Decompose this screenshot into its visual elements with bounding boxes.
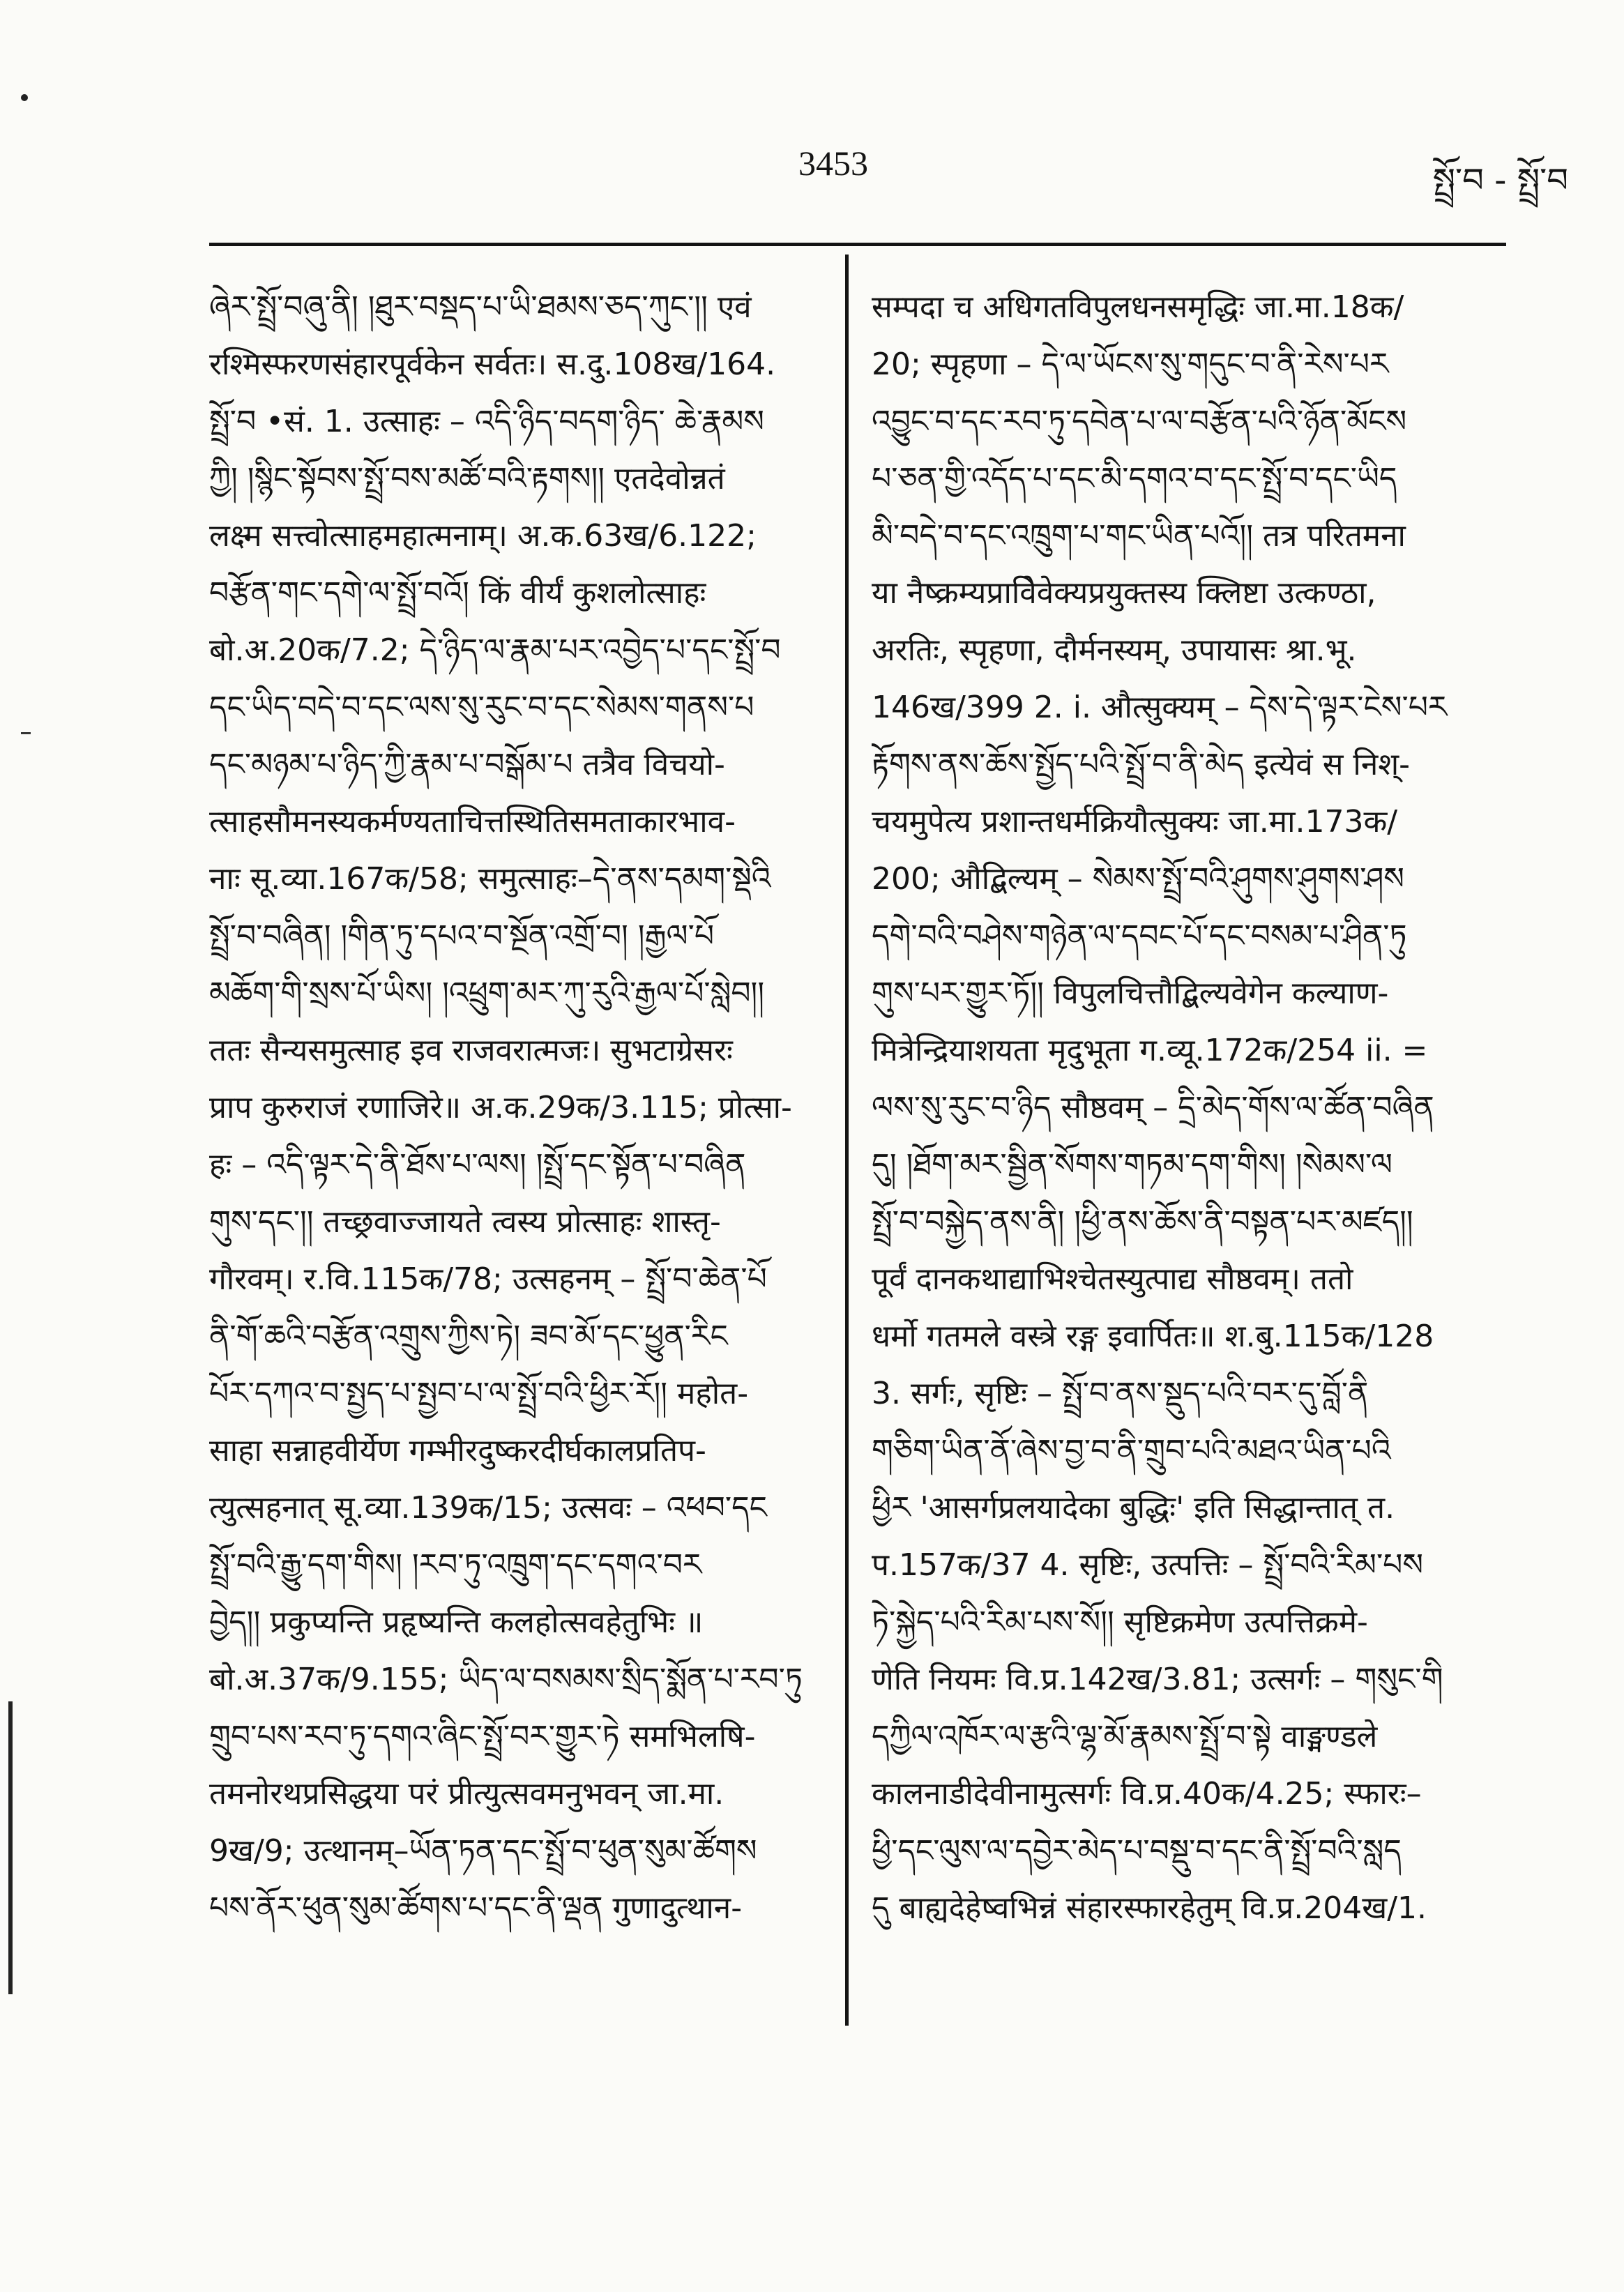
text-line: དང་མཉམ་པ་ཉིད་ཀྱི་རྣམ་པ་བསྒོམ་པ तत्रैव विचयो- — [209, 747, 725, 782]
text-line: हः – འདི་ལྟར་དེ་ནི་ཐོས་པ་ལས། །སྤྲོ་དང་སྟོན་པ་བཞིན — [209, 1147, 746, 1183]
text-line: རྟོགས་ནས་ཆོས་སྤྱོད་པའི་སྤྲོ་བ་ནི་མེད इत्येवं स निश्- — [872, 747, 1411, 782]
text-line: 3. सर्गः, सृष्टिः – སྤྲོ་བ་ནས་སྡུད་པའི་བར་དུ་བློ་ནི — [872, 1376, 1369, 1411]
column-divider — [845, 255, 849, 2026]
text-line: 20; स्पृहणा – དེ་ལ་ཡོངས་སུ་གདུང་བ་ནི་རེས་པར — [872, 347, 1389, 382]
text-line: གཅིག་ཡིན་ནོ་ཞེས་བྱ་བ་ནི་གྲུབ་པའི་མཐའ་ཡིན་པའི — [872, 1433, 1391, 1468]
text-line: नाः सू.व्या.167क/58; समुत्साहः–དེ་ནས་དམག་སྡེའི — [209, 861, 771, 897]
text-line: པས་ནོར་ཕུན་སུམ་ཚོགས་པ་དང་ནི་ལྡན गुणादुत्थान- — [209, 1890, 743, 1926]
text-line: त्युत्सहनात् सू.व्या.139क/15; उत्सवः – འཕབ་དང — [209, 1490, 767, 1526]
text-line: སྤྲོ་བ་བསྐྱེད་ནས་ནི། །ཕྱི་ནས་ཆོས་ནི་བསྟན་པར་མཛད།། — [872, 1204, 1413, 1240]
text-line: པོར་དཀའ་བ་སྤྱད་པ་སྤྱབ་པ་ལ་སྤྲོ་བའི་ཕྱིར་རོ།། महोत- — [209, 1376, 749, 1411]
text-line: ལས་སུ་རུང་བ་ཉིད सौष्ठवम् – དྲི་མེད་གོས་ལ་ཚོན་བཞིན — [872, 1090, 1434, 1125]
right-column — [872, 279, 1489, 1937]
text-line: 9ख/9; उत्थानम्–ཡོན་ཏན་དང་སྤྲོ་བ་ཕུན་སུམ་ཚོགས — [209, 1833, 757, 1869]
text-line: प.157क/37 4. सृष्टिः, उत्पत्तिः – སྤྲོ་བའི་རིམ་པས — [872, 1547, 1424, 1583]
text-line: ནི་གོ་ཆའི་བརྩོན་འགྲུས་ཀྱིས་ཏེ། ཟབ་མོ་དང་ཕྱུན་རིང — [209, 1319, 728, 1354]
scan-mark — [21, 94, 28, 101]
text-line: ཕྱི་དང་ལུས་ལ་དབྱེར་མེད་པ་བསྡུ་བ་དང་ནི་སྤྲོ་བའི་སླད — [872, 1833, 1402, 1869]
text-line: 200; औद्बिल्यम् – སེམས་སྤྲོ་བའི་ཤུགས་ཤུགས་ཤས — [872, 861, 1404, 897]
text-line: कालनाडीदेवीनामुत्सर्गः वि.प्र.40क/4.25; स्फारः– — [872, 1776, 1422, 1812]
text-line: བརྩོན་གང་དགེ་ལ་སྤྲོ་བའོ། किं वीर्यं कुशलोत्साहः — [209, 575, 706, 611]
scan-edge-shadow — [8, 1701, 13, 1994]
text-line: णेति नियमः वि.प्र.142ख/3.81; उत्सर्गः – གསུང་གི — [872, 1662, 1443, 1697]
text-line: དུ बाह्यदेहेष्वभिन्नं संहारस्फारहेतुम् वि.प्र.204ख/1. — [872, 1890, 1427, 1926]
text-line: 146ख/399 2. i. औत्सुक्यम् – དེས་དེ་ལྟར་ངེས་པར — [872, 690, 1448, 725]
text-line: སྤྲོ་བའི་རྒྱུ་དག་གིས། །རབ་ཏུ་འཁྲུག་དང་དགའ་བར — [209, 1547, 702, 1583]
text-line: बो.अ.37क/9.155; ཡིད་ལ་བསམས་སྲིད་སྨོན་པ་རབ་ཏུ — [209, 1662, 803, 1697]
running-head: སྤྲོ་བ - སྤྲོ་བ — [1432, 161, 1568, 200]
text-line: धर्मो गतमले वस्त्रे रङ्ग इवार्पितः॥ श.बु.115क/128 — [872, 1319, 1434, 1354]
text-line: པ་ཅན་གྱི་འདོད་པ་དང་མི་དགའ་བ་དང་སྤྲོ་བ་དང་ཡིད — [872, 461, 1397, 496]
text-line: ततः सैन्यसमुत्साह इव राजवरात्मजः। सुभटाग्रेसरः — [209, 1033, 733, 1068]
scan-mark — [21, 732, 31, 734]
text-line: चयमुपेत्य प्रशान्तधर्मक्रियौत्सुक्यः जा.मा.173क/ — [872, 804, 1398, 840]
text-line: रश्मिस्फरणसंहारपूर्वकेन सर्वतः। स.दु.108ख/164. — [209, 347, 776, 382]
text-line: གུས་དང་།། तच्छ्रवाज्जायते त्वस्य प्रोत्साहः शास्तृ- — [209, 1204, 721, 1240]
text-line: མི་བདེ་བ་དང་འཁྲུག་པ་གང་ཡིན་པའོ།། तत्र परितमना — [872, 518, 1406, 554]
text-line: དང་ཡིད་བདེ་བ་དང་ལས་སུ་རུང་བ་དང་སེམས་གནས་པ — [209, 690, 754, 725]
page-number: 3453 — [798, 144, 868, 183]
text-line: དཀྱིལ་འཁོར་ལ་རྩའི་ལྷ་མོ་རྣམས་སྤྲོ་བ་སྟེ वाङ्मण्डले — [872, 1719, 1378, 1754]
text-line: बो.अ.20क/7.2; དེ་ཉིད་ལ་རྣམ་པར་འབྱེད་པ་དང་སྤྲོ་བ — [209, 632, 781, 668]
text-line: लक्ष्म सत्त्वोत्साहमहात्मनाम्। अ.क.63ख/6.122; — [209, 518, 757, 554]
text-line: साहा सन्नाहवीर्येण गम्भीरदुष्करदीर्घकालप्रतिप- — [209, 1433, 706, 1468]
text-line: སྤྲོ་བ་བཞིན། །གིན་ཏུ་དཔའ་བ་སྔོན་འགྲོ་བ། །རྒྱལ་པོ — [209, 918, 715, 954]
text-line: སྤྲོ་བ •सं. 1. उत्साहः – འདི་ཉིད་བདག་ཉིད་ ཆེ་རྣམས — [209, 404, 764, 439]
left-column — [209, 279, 826, 1937]
text-line: གུས་པར་གྱུར་ཏོ།། विपुलचित्तौद्बिल्यवेगेन कल्याण- — [872, 976, 1389, 1011]
text-line: བྱེད།། प्रकुप्यन्ति प्रहृष्यन्ति कलहोत्सवहेतुभिः ॥ — [209, 1604, 704, 1640]
text-line: मित्रेन्द्रियाशयता मृदुभूता ग.व्यू.172क/254 ii. = — [872, 1033, 1428, 1068]
text-line: तमनोरथप्रसिद्धया परं प्रीत्युत्सवमनुभवन् जा.मा. — [209, 1776, 724, 1812]
text-line: प्राप कुरुराजं रणाजिरे॥ अ.क.29क/3.115; प्रोत्सा- — [209, 1090, 792, 1125]
text-line: ཕྱིར 'आसर्गप्रलयादेका बुद्धिः' इति सिद्धान्तात् त. — [872, 1490, 1395, 1526]
text-line: अरतिः, स्पृहणा, दौर्मनस्यम्, उपायासः श्रा.भू. — [872, 632, 1357, 668]
text-line: ཀྱི། །སྙིང་སྟོབས་སྤྲོ་བས་མཚོ་བའི་རྟགས།། एतदेवोन्नतं — [209, 461, 725, 496]
text-line: ཞེར་སྤྲོ་བཞུ་ནི། །ཐུར་བསྡད་པ་ཡི་ཐམས་ཅད་ཀུང་།། एवं — [209, 289, 752, 325]
text-line: या नैष्क्रम्यप्रावेिवेक्यप्रयुक्तस्य क्लिष्टा उत्कण्ठा, — [872, 575, 1376, 611]
text-line: གྲུབ་པས་རབ་ཏུ་དགའ་ཞིང་སྤྲོ་བར་གྱུར་ཏེ समभिलषि- — [209, 1719, 756, 1754]
header-rule — [209, 243, 1506, 246]
text-line: गौरवम्। र.वि.115क/78; उत्सहनम् – སྤྲོ་བ་ཆེན་པོ — [209, 1261, 767, 1297]
text-line: पूर्वं दानकथाद्याभिश्चेतस्युत्पाद्य सौष्ठवम्। ततो — [872, 1261, 1353, 1297]
text-line: མཆོག་གི་སྲས་པོ་ཡིས། །འཕྲུག་མར་ཀུ་རུའི་རྒྱལ་པོ་སླེབ།། — [209, 976, 765, 1011]
text-line: त्साहसौमनस्यकर्मण्यताचित्तस्थितिसमताकारभाव- — [209, 804, 736, 840]
text-line: དུ། །ཐོག་མར་སྦྱིན་སོགས་གཏམ་དག་གིས། །སེམས་ལ — [872, 1147, 1392, 1183]
text-line: सम्पदा च अधिगतविपुलधनसमृद्धिः जा.मा.18क/ — [872, 289, 1404, 325]
text-line: ཏེ་སྐྱེད་པའི་རིམ་པས་སོ།། सृष्टिक्रमेण उत्पत्तिक्रमे- — [872, 1604, 1368, 1640]
text-line: འབྱུང་བ་དང་རབ་ཏུ་དབེན་པ་ལ་བརྩོན་པའི་ཉོན་མོངས — [872, 404, 1407, 439]
text-line: དགེ་བའི་བཤེས་གཉེན་ལ་དབང་པོ་དང་བསམ་པ་ཤིན་ཏུ — [872, 918, 1407, 954]
